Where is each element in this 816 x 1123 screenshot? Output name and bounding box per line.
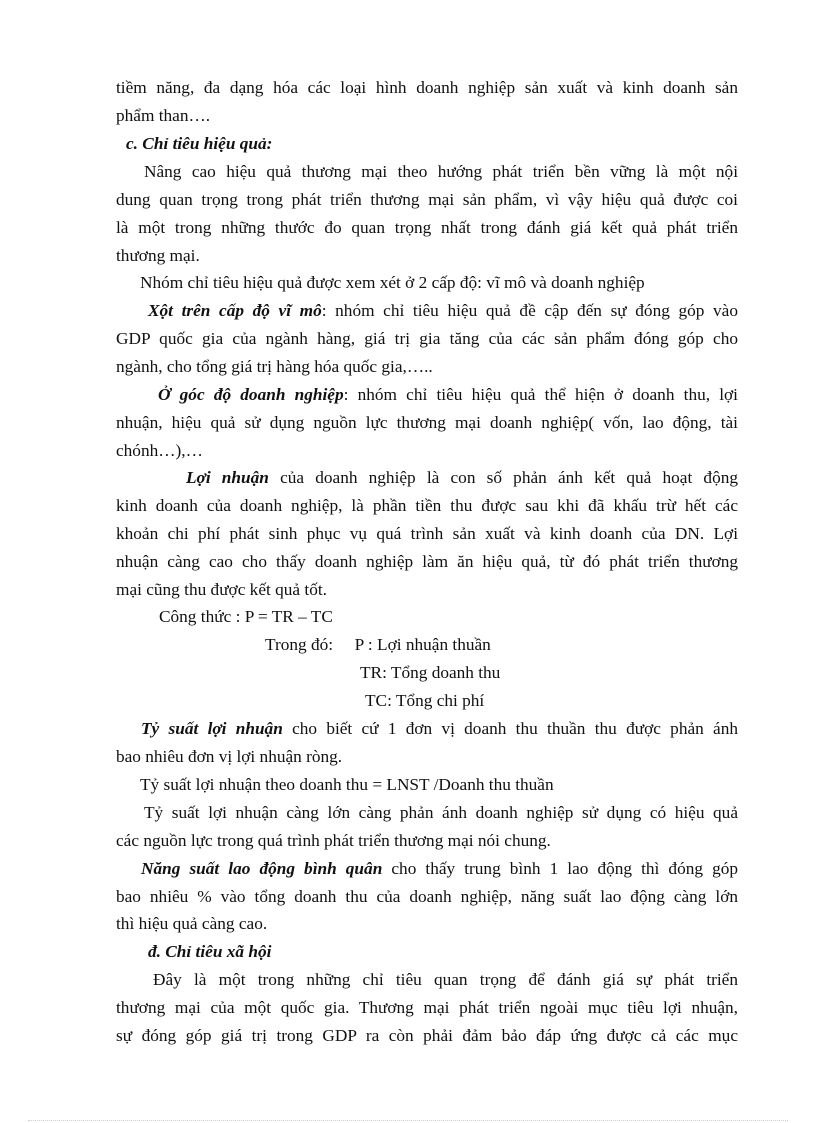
text-line: nhuận, hiệu quả sử dụng nguồn lực thương mại doanh nghiệp( vốn, lao động, tài bbox=[116, 413, 738, 432]
text-line: thương mại của một quốc gia. Thương mại phát triển ngoài mục tiêu lợi nhuận, bbox=[116, 998, 738, 1017]
formula-legend: TC: Tổng chi phí bbox=[365, 691, 485, 710]
text-line bbox=[141, 715, 738, 743]
page-bottom-rule bbox=[28, 1120, 788, 1121]
bold-term: Năng suất lao động bình quân bbox=[141, 859, 383, 878]
text-run: cho thấy trung bình 1 lao động thì đóng góp bbox=[382, 859, 738, 878]
text-line bbox=[186, 464, 738, 492]
text-line: bao nhiêu đơn vị lợi nhuận ròng. bbox=[116, 747, 343, 766]
formula-line: Công thức : P = TR – TC bbox=[159, 607, 333, 626]
text-line: thương mại. bbox=[116, 246, 200, 265]
formula-legend: TR: Tổng doanh thu bbox=[360, 663, 501, 682]
text-line: là một trong những thước đo quan trọng nhất trong đánh giá kết quả phát triển bbox=[116, 218, 738, 237]
bold-term: Tỷ suất lợi nhuận bbox=[141, 719, 283, 738]
text-line: thì hiệu quả càng cao. bbox=[116, 914, 268, 933]
text-line: mại cũng thu được kết quả tốt. bbox=[116, 580, 327, 599]
text-line: GDP quốc gia của ngành hàng, giá trị gia tăng của các sản phẩm đóng góp cho bbox=[116, 329, 738, 348]
text-line: dung quan trọng trong phát triển thương mại sản phẩm, vì vậy hiệu quả được coi bbox=[116, 190, 738, 209]
text-line: Đây là một trong những chỉ tiêu quan trọng để đánh giá sự phát triển bbox=[153, 970, 738, 989]
text-line: Tỷ suất lợi nhuận theo doanh thu = LNST /Doanh thu thuần bbox=[140, 775, 554, 794]
section-heading-d: đ. Chỉ tiêu xã hội bbox=[148, 942, 272, 961]
text-run: : nhóm chỉ tiêu hiệu quả thể hiện ở doanh thu, lợi bbox=[343, 385, 738, 404]
text-run: của doanh nghiệp là con số phản ánh kết quả hoạt động bbox=[268, 468, 738, 487]
text-line: các nguồn lực trong quá trình phát triển thương mại nói chung. bbox=[116, 831, 551, 850]
text-line: phẩm than…. bbox=[116, 106, 211, 125]
bold-term: Ở góc độ doanh nghiệp bbox=[158, 385, 344, 404]
bold-term: Lợi nhuận bbox=[186, 468, 269, 487]
text-line: kinh doanh của doanh nghiệp, là phần tiền thu được sau khi đã khấu trừ hết các bbox=[116, 496, 738, 515]
section-heading-c: c. Chỉ tiêu hiệu quả: bbox=[126, 134, 273, 153]
text-line: tiềm năng, đa dạng hóa các loại hình doanh nghiệp sản xuất và kinh doanh sản bbox=[116, 78, 738, 97]
text-line: sự đóng góp giá trị trong GDP ra còn phải đảm bảo đáp ứng được cả các mục bbox=[116, 1026, 738, 1045]
text-line bbox=[158, 381, 738, 409]
text-line bbox=[148, 297, 738, 325]
text-line: nhuận càng cao cho thấy doanh nghiệp làm ăn hiệu quả, từ đó phát triển thương bbox=[116, 552, 738, 571]
text-line: Nhóm chỉ tiêu hiệu quả được xem xét ở 2 cấp độ: vĩ mô và doanh nghiệp bbox=[140, 273, 645, 292]
text-line: bao nhiêu % vào tổng doanh thu của doanh nghiệp, năng suất lao động càng lớn bbox=[116, 887, 738, 906]
text-run: cho biết cứ 1 đơn vị doanh thu thuần thu được phản ánh bbox=[282, 719, 738, 738]
text-line: ngành, cho tổng giá trị hàng hóa quốc gia,….. bbox=[116, 357, 433, 376]
text-line: khoản chi phí phát sinh phục vụ quá trình sản xuất và kinh doanh của DN. Lợi bbox=[116, 524, 738, 543]
text-line: Nâng cao hiệu quả thương mại theo hướng phát triển bền vững là một nội bbox=[144, 162, 738, 181]
text-line: Tỷ suất lợi nhuận càng lớn càng phản ánh doanh nghiệp sử dụng có hiệu quả bbox=[144, 803, 738, 822]
text-run: : nhóm chỉ tiêu hiệu quả đề cập đến sự đóng góp vào bbox=[321, 301, 738, 320]
text-line bbox=[141, 855, 738, 883]
bold-term: Xột trên cấp độ vĩ mô bbox=[148, 301, 322, 320]
text-line: chónh…),… bbox=[116, 441, 203, 460]
formula-legend: Trong đó: P : Lợi nhuận thuần bbox=[265, 635, 491, 654]
